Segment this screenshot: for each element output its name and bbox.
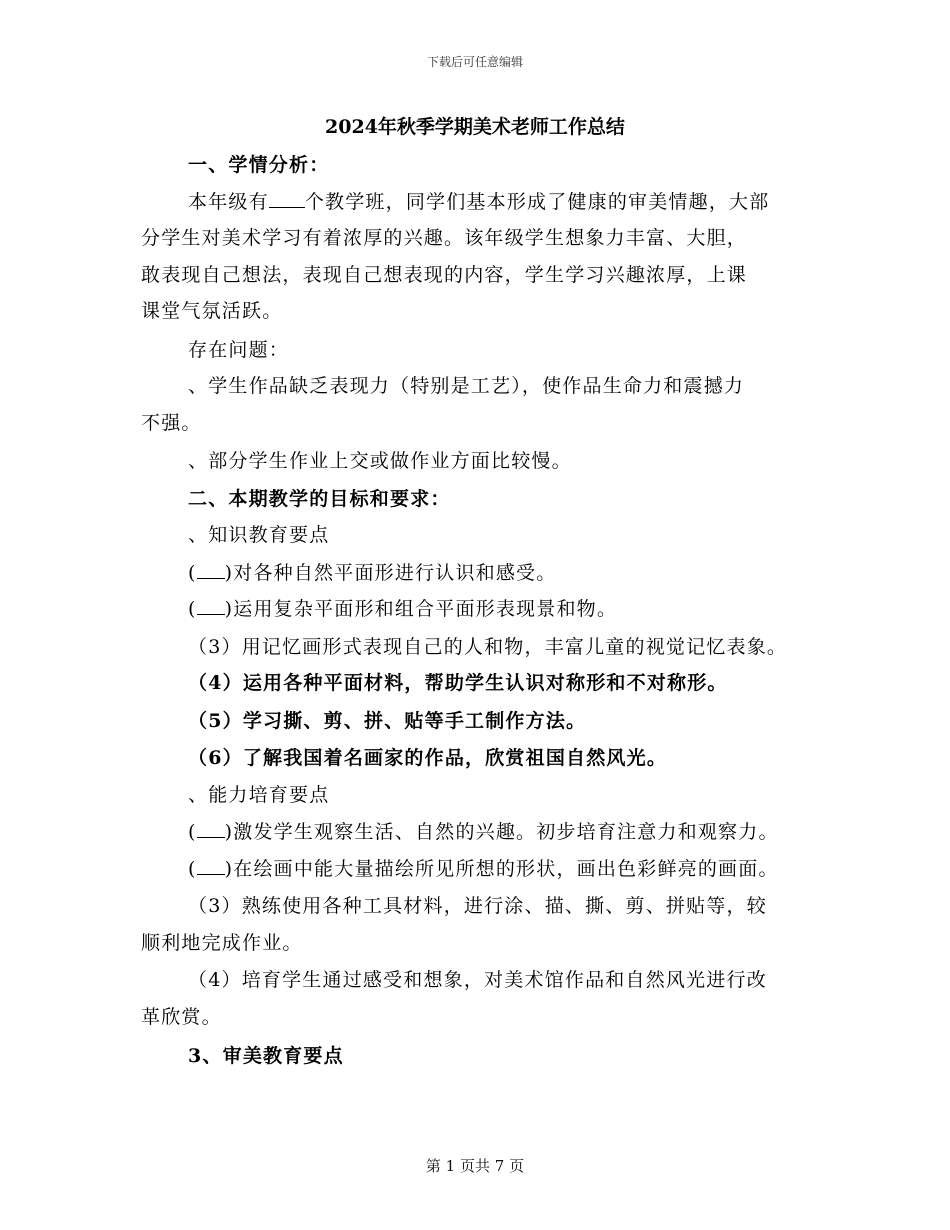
issue-item: 、部分学生作业上交或做作业方面比较慢。 (188, 450, 572, 472)
paragraph-line: 分学生对美术学习有着浓厚的兴趣。该年级学生想象力丰富、大胆， (141, 227, 748, 249)
page-number: 第 1 页共 7 页 (425, 1157, 525, 1175)
text-run: 激发学生观察生活、自然的兴趣。初步培育注意力和观察力。 (233, 821, 779, 843)
list-item: （4）培育学生通过感受和想象，对美术馆作品和自然风光进行改 (188, 969, 767, 991)
issues-label: 存在问题： (188, 339, 290, 361)
paren-close: ) (224, 821, 234, 843)
blank-field (197, 819, 225, 838)
paren-open: ( (188, 821, 197, 843)
text-run: 运用复杂平面形和组合平面形表现景和物。 (233, 598, 618, 620)
list-item (188, 856, 779, 882)
list-item: （6）了解我国着名画家的作品，欣赏祖国自然风光。 (188, 747, 668, 769)
list-item (188, 560, 556, 586)
list-item-cont: 顺利地完成作业。 (141, 932, 303, 954)
document-title: 2024年秋季学期美术老师工作总结 (325, 116, 625, 138)
list-item: （3）熟练使用各种工具材料，进行涂、描、撕、剪、拼贴等，较 (188, 895, 767, 917)
section-2-heading: 二、本期教学的目标和要求： (188, 488, 451, 510)
blank-field (197, 596, 225, 615)
paren-close: ) (224, 598, 234, 620)
subsection-heading: 、知识教育要点 (188, 524, 330, 546)
header-note: 下载后可任意编辑 (426, 55, 523, 69)
text-run: 在绘画中能大量描绘所见所想的形状，画出色彩鲜亮的画面。 (233, 858, 779, 880)
blank-field (197, 560, 225, 579)
subsection-heading: 3、审美教育要点 (188, 1045, 344, 1067)
issue-item-cont: 不强。 (141, 412, 202, 434)
paragraph-line: 课堂气氛活跃。 (141, 300, 283, 322)
blank-field (197, 856, 225, 875)
paragraph-line: 敢表现自己想法，表现自己想表现的内容，学生学习兴趣浓厚，上课 (141, 264, 748, 286)
list-item (188, 596, 617, 622)
list-item: （3）用记忆画形式表现自己的人和物，丰富儿童的视觉记忆表象。 (188, 636, 788, 658)
paren-close: ) (224, 858, 234, 880)
list-item: （5）学习撕、剪、拼、贴等手工制作方法。 (188, 710, 587, 732)
paren-close: ) (224, 562, 234, 584)
text-run: 个教学班，同学们基本形成了健康的审美情趣，大部 (304, 191, 770, 213)
paragraph-line (188, 189, 769, 215)
subsection-heading: 、能力培育要点 (188, 784, 330, 806)
text-run: 本年级有 (188, 191, 269, 213)
list-item: （4）运用各种平面材料，帮助学生认识对称形和不对称形。 (188, 672, 728, 694)
issue-item: 、学生作品缺乏表现力（特别是工艺），使作品生命力和震撼力 (188, 375, 745, 397)
list-item-cont: 革欣赏。 (141, 1006, 222, 1028)
list-item (188, 819, 779, 845)
text-run: 对各种自然平面形进行认识和感受。 (233, 562, 557, 584)
section-1-heading: 一、学情分析： (188, 154, 330, 176)
blank-field (269, 189, 305, 208)
paren-open: ( (188, 598, 197, 620)
paren-open: ( (188, 562, 197, 584)
paren-open: ( (188, 858, 197, 880)
